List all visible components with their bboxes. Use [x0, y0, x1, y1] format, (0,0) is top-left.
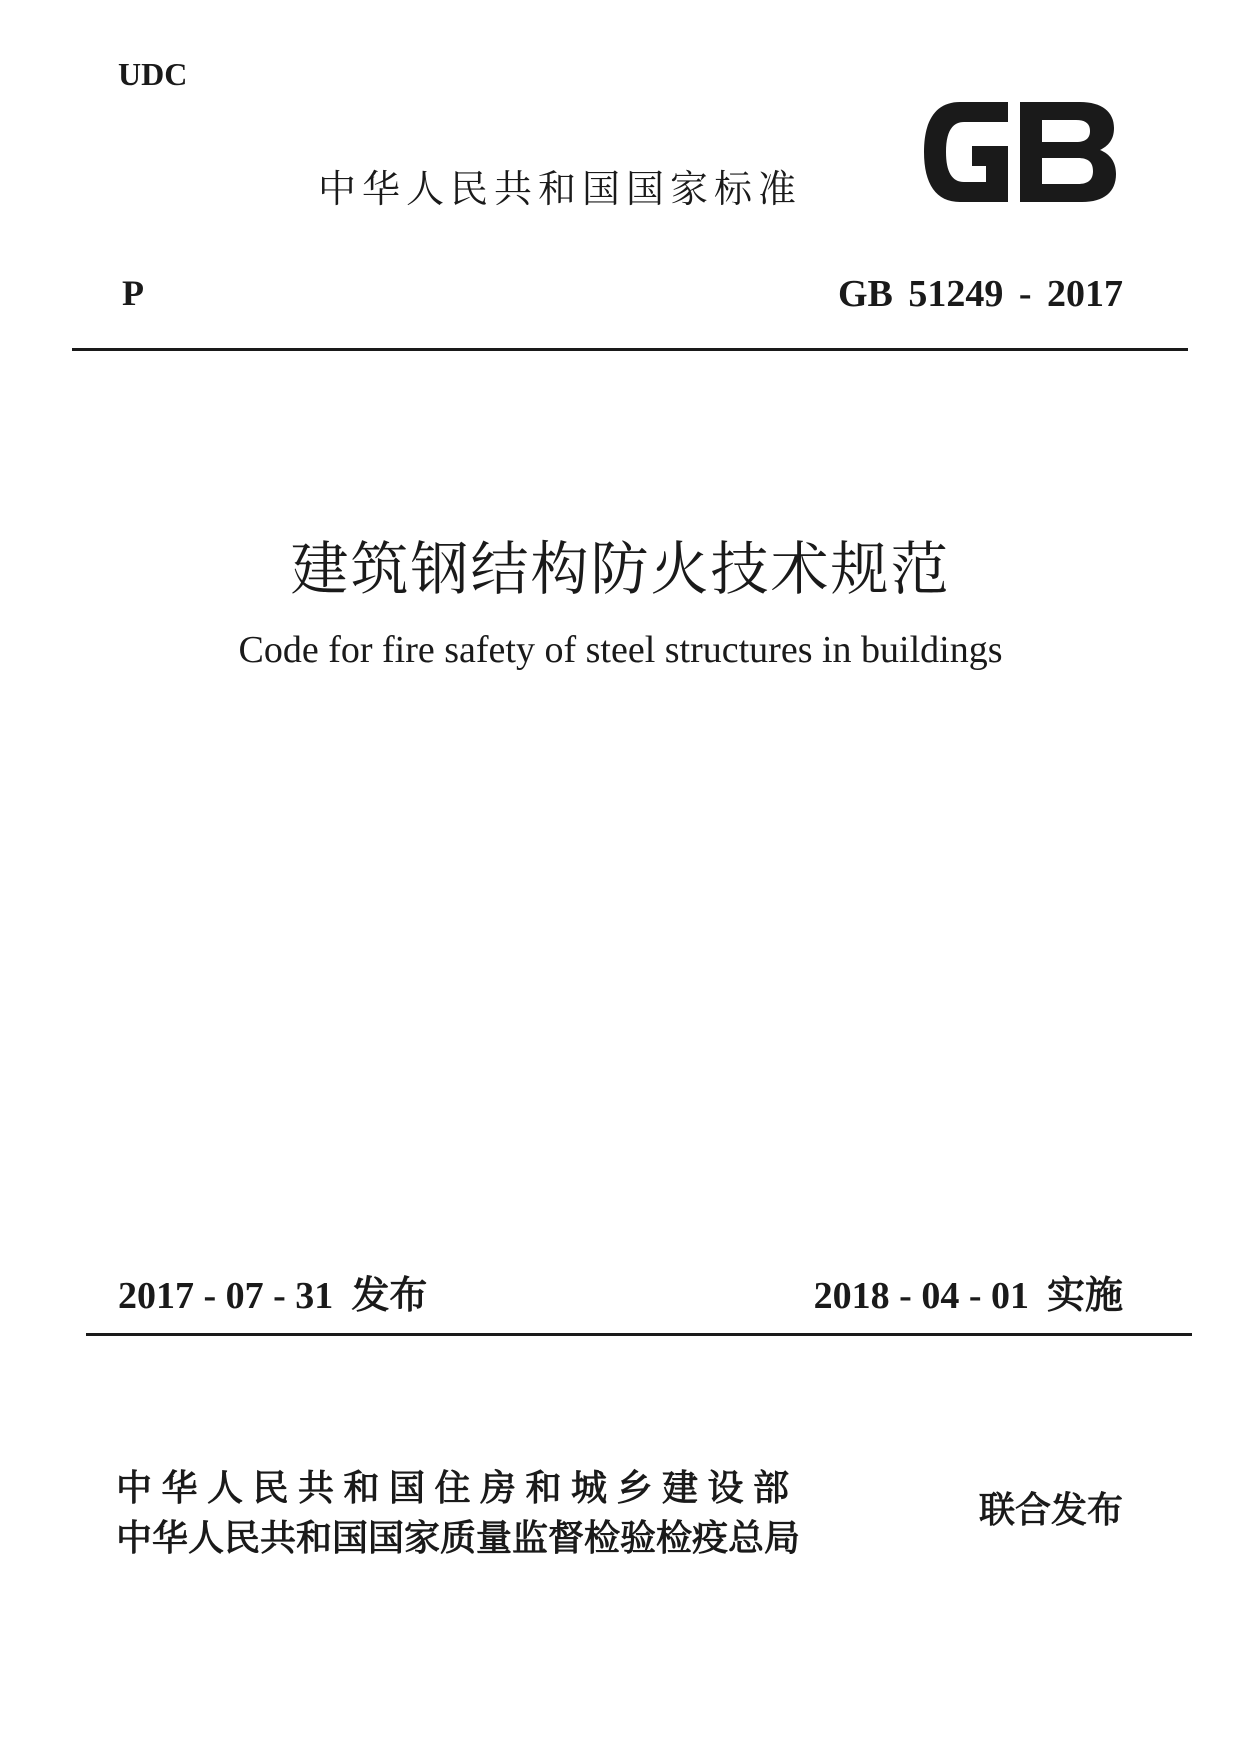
classification-code: P [122, 273, 144, 313]
issuer-ministry-housing: 中华人民共和国住房和城乡建设部 [116, 1468, 799, 1509]
title-english: Code for fire safety of steel structures in buildings [238, 629, 1003, 671]
title-chinese: 建筑钢结构防火技术规范 [290, 535, 951, 603]
issue-date: 2017 - 07 - 31 [118, 1275, 334, 1317]
effective-date-block [814, 1264, 1123, 1319]
issuer-aqsiq: 中华人民共和国国家质量监督检验检疫总局 [116, 1518, 801, 1559]
joint-issue-label: 联合发布 [978, 1490, 1123, 1531]
issue-label: 发布 [351, 1273, 428, 1317]
gb-logo-icon [920, 96, 1120, 208]
standard-number: GB 51249 - 2017 [837, 273, 1123, 315]
effective-label: 实施 [1046, 1273, 1123, 1317]
bottom-divider [86, 1333, 1192, 1336]
national-standard-heading: 中华人民共和国国家标准 [318, 167, 803, 211]
udc-label: UDC [118, 56, 188, 92]
issue-date-block [118, 1264, 427, 1319]
effective-date: 2018 - 04 - 01 [813, 1275, 1029, 1317]
top-divider [72, 348, 1188, 351]
